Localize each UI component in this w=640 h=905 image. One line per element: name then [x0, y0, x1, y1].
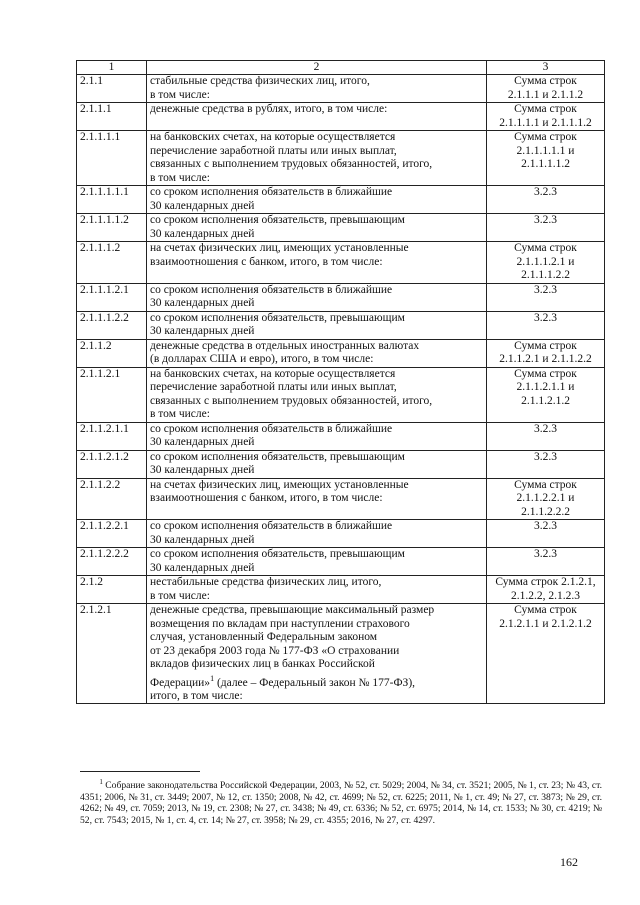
row-code: 2.1.1.2.2.1	[77, 520, 147, 548]
row-reference	[487, 214, 605, 242]
row-description	[147, 131, 487, 186]
header-col-2: 2	[147, 61, 487, 75]
description-line: на счетах физических лиц, имеющих установленные	[150, 242, 409, 254]
row-code: 2.1.1.1.2.1	[77, 283, 147, 311]
reference-line: 2.1.1.1.2.1 и	[516, 255, 575, 268]
reference-line: 3.2.3	[534, 283, 557, 296]
row-reference	[487, 576, 605, 604]
row-reference	[487, 450, 605, 478]
reference-line: Сумма строк	[514, 75, 577, 87]
description-line: 30 календарных дней	[150, 533, 255, 546]
row-code: 2.1.2.1	[77, 604, 147, 704]
description-line: со сроком исполнения обязательств в ближайшие	[150, 186, 393, 198]
description-line: со сроком исполнения обязательств, превышающим	[150, 214, 405, 226]
reference-line: 2.1.1.1.1.2	[521, 158, 570, 170]
row-code: 2.1.1.2.2.2	[77, 548, 147, 576]
row-reference	[487, 339, 605, 367]
reference-line: Сумма строк	[514, 339, 577, 352]
description-line: в том числе:	[150, 88, 210, 101]
reference-line: 3.2.3	[534, 422, 557, 435]
description-line: в том числе:	[150, 171, 210, 184]
header-row	[77, 61, 605, 75]
description-line: взаимоотношения с банком, итого, в том числе:	[150, 492, 383, 504]
reference-line: 2.1.2.2, 2.1.2.3	[511, 589, 580, 602]
table-row	[77, 367, 605, 422]
row-description	[147, 548, 487, 576]
reference-line: Сумма строк	[514, 131, 577, 143]
description-line: стабильные средства физических лиц, итого,	[150, 75, 370, 87]
description-line: нестабильные средства физических лиц, итого,	[150, 576, 382, 588]
reference-line: 3.2.3	[534, 311, 557, 324]
description-line: денежные средства, превышающие максимальный размер	[150, 604, 435, 616]
description-line: со сроком исполнения обязательств в ближайшие	[150, 520, 393, 532]
row-description	[147, 75, 487, 103]
description-line: 30 календарных дней	[150, 436, 255, 448]
description-line: 30 календарных дней	[150, 325, 255, 337]
data-table	[76, 60, 605, 704]
row-code: 2.1.1.2.1	[77, 367, 147, 422]
header-col-1: 1	[77, 61, 147, 75]
row-code: 2.1.1.2.1.1	[77, 422, 147, 450]
reference-line: 2.1.1.2.1.2	[521, 394, 570, 407]
row-description	[147, 576, 487, 604]
row-reference	[487, 103, 605, 131]
row-reference	[487, 311, 605, 339]
row-reference	[487, 242, 605, 284]
reference-line: Сумма строк	[514, 367, 577, 380]
reference-line: Сумма строк	[514, 604, 577, 616]
description-line: 30 календарных дней	[150, 227, 255, 240]
table-row	[77, 131, 605, 186]
description-line: 30 календарных дней	[150, 464, 255, 476]
row-description	[147, 520, 487, 548]
reference-line: 2.1.1.1.2.2	[521, 269, 570, 281]
reference-line: 2.1.1.2.1 и 2.1.1.2.2	[499, 353, 592, 365]
row-description	[147, 367, 487, 422]
table-row	[77, 450, 605, 478]
description-line: перечисление заработной платы или иных выплат,	[150, 144, 397, 157]
row-description	[147, 422, 487, 450]
description-line: связанных с выполнением трудовых обязанностей, итого,	[150, 158, 433, 170]
table-row	[77, 339, 605, 367]
reference-line: 2.1.1.1 и 2.1.1.2	[507, 88, 584, 101]
table-row	[77, 186, 605, 214]
row-reference	[487, 604, 605, 704]
description-line: со сроком исполнения обязательств, превышающим	[150, 450, 405, 463]
row-description	[147, 103, 487, 131]
reference-line: 2.1.1.2.1.1 и	[516, 381, 575, 393]
reference-line: Сумма строк	[514, 242, 577, 254]
reference-line: 3.2.3	[534, 520, 557, 532]
description-line: случая, установленный Федеральным законом	[150, 631, 378, 643]
description-line: итого, в том числе:	[150, 689, 243, 702]
row-code: 2.1.1.2.1.2	[77, 450, 147, 478]
footnote-text: Собрание законодательства Российской Федерации, 2003, № 52, ст. 5029; 2004, № 34, ст. 3521; 2005, № 1, ст. 23; № 43, ст. 4351; 2006, № 31, ст. 3449; 2007, № 12, ст. 1350; 2008, № 42, ст. 4699; № 52, ст. 6225; 2011, № 1, ст. 49; № 27, ст. 3873; № 29, ст. 4262; № 49, ст. 7059; 2013, № 19, ст. 2308; № 27, ст. 3438; № 49, ст. 6336; № 52, ст. 6975; 2014, № 14, ст. 1533; № 30, ст. 4219; № 52, ст. 7543; 2015, № 1, ст. 4, ст. 14; № 27, ст. 3958; № 29, ст. 4355; 2016, № 27, ст. 4297.	[80, 780, 602, 826]
page-number: 162	[560, 855, 578, 869]
reference-line: 3.2.3	[534, 214, 557, 226]
row-code: 2.1.1.2	[77, 339, 147, 367]
row-reference	[487, 283, 605, 311]
reference-line: 2.1.1.1.1 и 2.1.1.1.2	[499, 116, 592, 129]
reference-line: 2.1.1.1.1.1 и	[516, 144, 575, 157]
row-code: 2.1.1.1.1.1	[77, 186, 147, 214]
reference-line: 2.1.2.1.1 и 2.1.2.1.2	[499, 617, 592, 630]
description-line: взаимоотношения с банком, итого, в том числе:	[150, 255, 383, 268]
description-line: на банковских счетах, на которые осуществляется	[150, 131, 396, 143]
row-reference	[487, 478, 605, 520]
row-reference	[487, 131, 605, 186]
row-reference	[487, 548, 605, 576]
reference-line: 2.1.1.2.2.1 и	[516, 492, 575, 504]
row-description	[147, 339, 487, 367]
description-line: перечисление заработной платы или иных выплат,	[150, 381, 397, 393]
table-row	[77, 422, 605, 450]
footnote-separator	[80, 771, 200, 772]
description-line: 30 календарных дней	[150, 297, 255, 309]
row-description	[147, 478, 487, 520]
description-line: со сроком исполнения обязательств в ближайшие	[150, 422, 393, 435]
description-line: со сроком исполнения обязательств в ближайшие	[150, 283, 393, 296]
footnote-reference: 1	[210, 673, 215, 683]
header-col-3: 3	[487, 61, 605, 75]
row-description	[147, 242, 487, 284]
row-description	[147, 450, 487, 478]
row-code: 2.1.1.1.1	[77, 131, 147, 186]
description-line: денежные средства в отдельных иностранных валютах	[150, 339, 420, 352]
reference-line: Сумма строк 2.1.2.1,	[495, 576, 596, 588]
description-line: на счетах физических лиц, имеющих установленные	[150, 478, 409, 491]
row-reference	[487, 186, 605, 214]
description-line: со сроком исполнения обязательств, превышающим	[150, 548, 405, 560]
row-reference	[487, 367, 605, 422]
table-row	[77, 520, 605, 548]
reference-line: 2.1.1.2.2.2	[521, 505, 570, 518]
description-line: связанных с выполнением трудовых обязанностей, итого,	[150, 394, 433, 407]
row-code: 2.1.1.1.2.2	[77, 311, 147, 339]
row-code: 2.1.1.1	[77, 103, 147, 131]
description-line: от 23 декабря 2003 года № 177-ФЗ «О страховании	[150, 644, 400, 657]
reference-line: Сумма строк	[514, 103, 577, 115]
row-code: 2.1.1.1.2	[77, 242, 147, 284]
footnote-marker: 1	[99, 778, 103, 786]
row-reference	[487, 75, 605, 103]
description-line: возмещения по вкладам при наступлении страхового	[150, 617, 410, 630]
table-body	[77, 75, 605, 704]
table-row	[77, 103, 605, 131]
row-description	[147, 604, 487, 704]
reference-line: 3.2.3	[534, 548, 557, 560]
row-code: 2.1.2	[77, 576, 147, 604]
row-reference	[487, 520, 605, 548]
table-row	[77, 576, 605, 604]
table-row	[77, 311, 605, 339]
reference-line: Сумма строк	[514, 478, 577, 491]
row-description	[147, 186, 487, 214]
description-line: денежные средства в рублях, итого, в том числе:	[150, 103, 388, 115]
table-row	[77, 548, 605, 576]
footnote	[80, 777, 602, 827]
description-line: на банковских счетах, на которые осуществляется	[150, 367, 396, 380]
description-line: в том числе:	[150, 589, 210, 602]
description-line: 30 календарных дней	[150, 199, 255, 212]
row-description	[147, 283, 487, 311]
table-row	[77, 242, 605, 284]
table-row	[77, 214, 605, 242]
row-code: 2.1.1	[77, 75, 147, 103]
row-description	[147, 214, 487, 242]
table-row	[77, 283, 605, 311]
description-line: Федерации»	[150, 676, 211, 689]
description-line: (в долларах США и евро), итого, в том числе:	[150, 353, 374, 365]
table-row	[77, 478, 605, 520]
row-reference	[487, 422, 605, 450]
description-line: вкладов физических лиц в банках Российской	[150, 658, 375, 670]
table-row	[77, 75, 605, 103]
row-code: 2.1.1.1.1.2	[77, 214, 147, 242]
reference-line: 3.2.3	[534, 450, 557, 463]
description-line-suffix: (далее – Федеральный закон № 177-ФЗ),	[214, 676, 416, 689]
description-line: со сроком исполнения обязательств, превышающим	[150, 311, 405, 324]
description-line: 30 календарных дней	[150, 561, 255, 574]
row-description	[147, 311, 487, 339]
description-line: в том числе:	[150, 408, 210, 420]
reference-line: 3.2.3	[534, 186, 557, 198]
table-row	[77, 604, 605, 704]
row-code: 2.1.1.2.2	[77, 478, 147, 520]
